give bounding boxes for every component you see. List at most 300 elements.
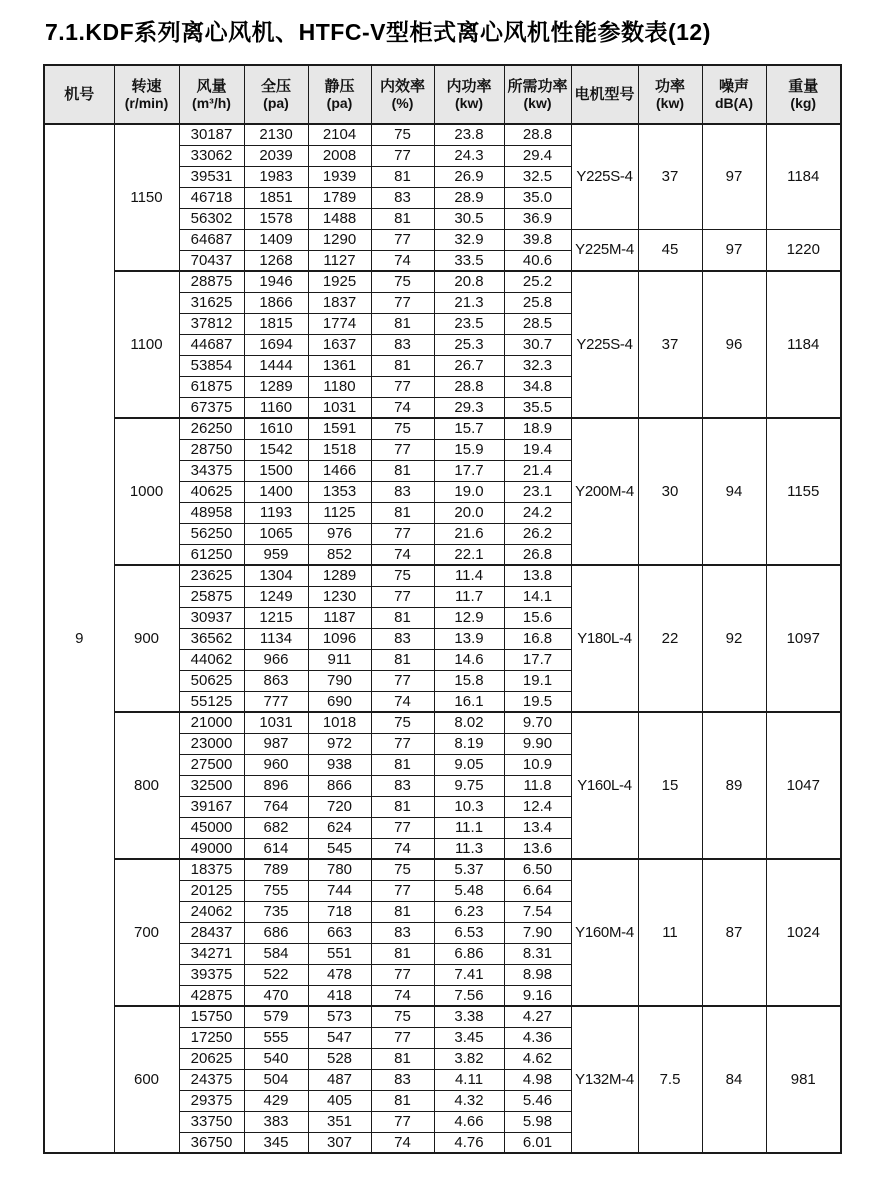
airflow-cell: 36562 — [179, 628, 244, 649]
internal-power-cell: 23.8 — [434, 124, 504, 145]
internal-power-cell: 8.19 — [434, 733, 504, 754]
total-pressure-cell: 555 — [244, 1027, 308, 1048]
static-pressure-cell: 690 — [308, 691, 371, 712]
airflow-cell: 42875 — [179, 985, 244, 1006]
internal-power-cell: 29.3 — [434, 397, 504, 418]
efficiency-cell: 77 — [371, 1111, 434, 1132]
total-pressure-cell: 1409 — [244, 229, 308, 250]
weight-cell: 1155 — [766, 418, 841, 565]
airflow-cell: 64687 — [179, 229, 244, 250]
airflow-cell: 20625 — [179, 1048, 244, 1069]
required-power-cell: 26.8 — [504, 544, 571, 565]
column-header-motor-model — [571, 65, 638, 124]
fan-performance-table — [43, 64, 842, 1154]
static-pressure-cell: 1353 — [308, 481, 371, 502]
efficiency-cell: 75 — [371, 859, 434, 880]
total-pressure-cell: 1031 — [244, 712, 308, 733]
column-label: 所需功率 — [507, 77, 568, 95]
required-power-cell: 25.8 — [504, 292, 571, 313]
airflow-cell: 17250 — [179, 1027, 244, 1048]
required-power-cell: 4.62 — [504, 1048, 571, 1069]
column-label: 风量 — [196, 77, 227, 95]
total-pressure-cell: 383 — [244, 1111, 308, 1132]
required-power-cell: 9.90 — [504, 733, 571, 754]
internal-power-cell: 4.76 — [434, 1132, 504, 1153]
noise-cell: 92 — [702, 565, 766, 712]
airflow-cell: 56250 — [179, 523, 244, 544]
static-pressure-cell: 1774 — [308, 313, 371, 334]
airflow-cell: 55125 — [179, 691, 244, 712]
static-pressure-cell: 528 — [308, 1048, 371, 1069]
column-header-motor-power — [638, 65, 702, 124]
required-power-cell: 13.4 — [504, 817, 571, 838]
noise-cell: 89 — [702, 712, 766, 859]
total-pressure-cell: 1610 — [244, 418, 308, 439]
static-pressure-cell: 487 — [308, 1069, 371, 1090]
static-pressure-cell: 866 — [308, 775, 371, 796]
efficiency-cell: 75 — [371, 565, 434, 586]
required-power-cell: 29.4 — [504, 145, 571, 166]
internal-power-cell: 11.7 — [434, 586, 504, 607]
required-power-cell: 26.2 — [504, 523, 571, 544]
required-power-cell: 10.9 — [504, 754, 571, 775]
airflow-cell: 27500 — [179, 754, 244, 775]
static-pressure-cell: 1290 — [308, 229, 371, 250]
internal-power-cell: 4.11 — [434, 1069, 504, 1090]
motor-model-cell: Y200M-4 — [571, 418, 638, 565]
weight-cell: 1184 — [766, 124, 841, 229]
static-pressure-cell: 718 — [308, 901, 371, 922]
column-header-total-pressure — [244, 65, 308, 124]
table-body — [44, 124, 841, 1153]
total-pressure-cell: 682 — [244, 817, 308, 838]
required-power-cell: 32.3 — [504, 355, 571, 376]
internal-power-cell: 28.9 — [434, 187, 504, 208]
airflow-cell: 36750 — [179, 1132, 244, 1153]
internal-power-cell: 22.1 — [434, 544, 504, 565]
static-pressure-cell: 790 — [308, 670, 371, 691]
efficiency-cell: 77 — [371, 523, 434, 544]
required-power-cell: 36.9 — [504, 208, 571, 229]
total-pressure-cell: 959 — [244, 544, 308, 565]
internal-power-cell: 3.38 — [434, 1006, 504, 1027]
column-header-required-power — [504, 65, 571, 124]
internal-power-cell: 6.53 — [434, 922, 504, 943]
column-label: 内功率 — [446, 77, 492, 95]
internal-power-cell: 6.86 — [434, 943, 504, 964]
total-pressure-cell: 579 — [244, 1006, 308, 1027]
efficiency-cell: 74 — [371, 250, 434, 271]
airflow-cell: 34271 — [179, 943, 244, 964]
efficiency-cell: 77 — [371, 670, 434, 691]
internal-power-cell: 21.6 — [434, 523, 504, 544]
internal-power-cell: 5.37 — [434, 859, 504, 880]
internal-power-cell: 4.66 — [434, 1111, 504, 1132]
total-pressure-cell: 987 — [244, 733, 308, 754]
efficiency-cell: 77 — [371, 964, 434, 985]
static-pressure-cell: 1591 — [308, 418, 371, 439]
internal-power-cell: 32.9 — [434, 229, 504, 250]
rpm-cell: 900 — [114, 565, 179, 712]
internal-power-cell: 26.7 — [434, 355, 504, 376]
total-pressure-cell: 1160 — [244, 397, 308, 418]
airflow-cell: 18375 — [179, 859, 244, 880]
airflow-cell: 31625 — [179, 292, 244, 313]
required-power-cell: 18.9 — [504, 418, 571, 439]
total-pressure-cell: 1542 — [244, 439, 308, 460]
column-unit: dB(A) — [714, 95, 754, 112]
total-pressure-cell: 896 — [244, 775, 308, 796]
column-unit: (%) — [391, 95, 414, 112]
header-row — [44, 65, 841, 124]
column-unit: (kw) — [656, 95, 684, 112]
static-pressure-cell: 545 — [308, 838, 371, 859]
static-pressure-cell: 744 — [308, 880, 371, 901]
column-label: 转速 — [131, 77, 162, 95]
noise-cell: 87 — [702, 859, 766, 1006]
airflow-cell: 53854 — [179, 355, 244, 376]
efficiency-cell: 83 — [371, 187, 434, 208]
weight-cell: 1024 — [766, 859, 841, 1006]
static-pressure-cell: 1180 — [308, 376, 371, 397]
internal-power-cell: 25.3 — [434, 334, 504, 355]
internal-power-cell: 8.02 — [434, 712, 504, 733]
static-pressure-cell: 1018 — [308, 712, 371, 733]
static-pressure-cell: 478 — [308, 964, 371, 985]
table-row — [44, 859, 841, 880]
static-pressure-cell: 551 — [308, 943, 371, 964]
total-pressure-cell: 789 — [244, 859, 308, 880]
efficiency-cell: 77 — [371, 229, 434, 250]
column-header-noise — [702, 65, 766, 124]
internal-power-cell: 24.3 — [434, 145, 504, 166]
motor-model-cell: Y225S-4 — [571, 124, 638, 229]
weight-cell: 1220 — [766, 229, 841, 271]
weight-cell: 981 — [766, 1006, 841, 1153]
airflow-cell: 21000 — [179, 712, 244, 733]
motor-power-cell: 11 — [638, 859, 702, 1006]
noise-cell: 96 — [702, 271, 766, 418]
internal-power-cell: 15.8 — [434, 670, 504, 691]
total-pressure-cell: 345 — [244, 1132, 308, 1153]
required-power-cell: 7.54 — [504, 901, 571, 922]
total-pressure-cell: 1400 — [244, 481, 308, 502]
efficiency-cell: 74 — [371, 838, 434, 859]
efficiency-cell: 81 — [371, 313, 434, 334]
airflow-cell: 34375 — [179, 460, 244, 481]
internal-power-cell: 21.3 — [434, 292, 504, 313]
efficiency-cell: 74 — [371, 691, 434, 712]
efficiency-cell: 77 — [371, 817, 434, 838]
airflow-cell: 67375 — [179, 397, 244, 418]
motor-model-cell: Y132M-4 — [571, 1006, 638, 1153]
internal-power-cell: 33.5 — [434, 250, 504, 271]
efficiency-cell: 81 — [371, 754, 434, 775]
column-header-machine-no — [44, 65, 114, 124]
internal-power-cell: 15.9 — [434, 439, 504, 460]
airflow-cell: 61250 — [179, 544, 244, 565]
total-pressure-cell: 504 — [244, 1069, 308, 1090]
static-pressure-cell: 2008 — [308, 145, 371, 166]
total-pressure-cell: 614 — [244, 838, 308, 859]
airflow-cell: 33062 — [179, 145, 244, 166]
motor-model-cell: Y225S-4 — [571, 271, 638, 418]
total-pressure-cell: 2039 — [244, 145, 308, 166]
static-pressure-cell: 938 — [308, 754, 371, 775]
total-pressure-cell: 960 — [244, 754, 308, 775]
airflow-cell: 23000 — [179, 733, 244, 754]
column-header-airflow — [179, 65, 244, 124]
total-pressure-cell: 1268 — [244, 250, 308, 271]
weight-cell: 1097 — [766, 565, 841, 712]
internal-power-cell: 7.41 — [434, 964, 504, 985]
airflow-cell: 24062 — [179, 901, 244, 922]
airflow-cell: 48958 — [179, 502, 244, 523]
efficiency-cell: 75 — [371, 124, 434, 145]
efficiency-cell: 81 — [371, 901, 434, 922]
internal-power-cell: 11.4 — [434, 565, 504, 586]
airflow-cell: 70437 — [179, 250, 244, 271]
required-power-cell: 4.27 — [504, 1006, 571, 1027]
static-pressure-cell: 911 — [308, 649, 371, 670]
static-pressure-cell: 1096 — [308, 628, 371, 649]
weight-cell: 1184 — [766, 271, 841, 418]
static-pressure-cell: 573 — [308, 1006, 371, 1027]
static-pressure-cell: 1939 — [308, 166, 371, 187]
airflow-cell: 20125 — [179, 880, 244, 901]
static-pressure-cell: 663 — [308, 922, 371, 943]
static-pressure-cell: 405 — [308, 1090, 371, 1111]
rpm-cell: 1100 — [114, 271, 179, 418]
internal-power-cell: 15.7 — [434, 418, 504, 439]
motor-power-cell: 45 — [638, 229, 702, 271]
internal-power-cell: 11.3 — [434, 838, 504, 859]
required-power-cell: 35.0 — [504, 187, 571, 208]
total-pressure-cell: 1815 — [244, 313, 308, 334]
column-unit: (r/min) — [124, 95, 169, 112]
required-power-cell: 5.46 — [504, 1090, 571, 1111]
required-power-cell: 13.6 — [504, 838, 571, 859]
total-pressure-cell: 966 — [244, 649, 308, 670]
airflow-cell: 30937 — [179, 607, 244, 628]
internal-power-cell: 12.9 — [434, 607, 504, 628]
airflow-cell: 56302 — [179, 208, 244, 229]
efficiency-cell: 81 — [371, 502, 434, 523]
static-pressure-cell: 624 — [308, 817, 371, 838]
rpm-cell: 1150 — [114, 124, 179, 271]
total-pressure-cell: 1065 — [244, 523, 308, 544]
efficiency-cell: 83 — [371, 334, 434, 355]
column-label: 噪声 — [718, 77, 749, 95]
airflow-cell: 39375 — [179, 964, 244, 985]
efficiency-cell: 81 — [371, 355, 434, 376]
static-pressure-cell: 1230 — [308, 586, 371, 607]
efficiency-cell: 83 — [371, 775, 434, 796]
required-power-cell: 4.98 — [504, 1069, 571, 1090]
page-title: 7.1.KDF系列离心风机、HTFC-V型柜式离心风机性能参数表(12) — [45, 19, 711, 45]
column-header-static-pressure — [308, 65, 371, 124]
internal-power-cell: 10.3 — [434, 796, 504, 817]
column-unit: (m³/h) — [192, 95, 231, 112]
efficiency-cell: 77 — [371, 439, 434, 460]
internal-power-cell: 14.6 — [434, 649, 504, 670]
efficiency-cell: 81 — [371, 649, 434, 670]
efficiency-cell: 75 — [371, 418, 434, 439]
airflow-cell: 24375 — [179, 1069, 244, 1090]
required-power-cell: 6.50 — [504, 859, 571, 880]
total-pressure-cell: 429 — [244, 1090, 308, 1111]
internal-power-cell: 4.32 — [434, 1090, 504, 1111]
table-row — [44, 124, 841, 145]
total-pressure-cell: 755 — [244, 880, 308, 901]
total-pressure-cell: 1946 — [244, 271, 308, 292]
total-pressure-cell: 1983 — [244, 166, 308, 187]
static-pressure-cell: 1125 — [308, 502, 371, 523]
total-pressure-cell: 1694 — [244, 334, 308, 355]
column-unit: (kw) — [523, 95, 552, 112]
efficiency-cell: 77 — [371, 880, 434, 901]
total-pressure-cell: 1215 — [244, 607, 308, 628]
column-header-rpm — [114, 65, 179, 124]
total-pressure-cell: 1304 — [244, 565, 308, 586]
motor-power-cell: 30 — [638, 418, 702, 565]
required-power-cell: 17.7 — [504, 649, 571, 670]
column-label: 功率 — [654, 77, 685, 95]
motor-model-cell: Y225M-4 — [571, 229, 638, 271]
efficiency-cell: 74 — [371, 397, 434, 418]
total-pressure-cell: 1134 — [244, 628, 308, 649]
column-header-efficiency — [371, 65, 434, 124]
efficiency-cell: 77 — [371, 586, 434, 607]
airflow-cell: 29375 — [179, 1090, 244, 1111]
internal-power-cell: 26.9 — [434, 166, 504, 187]
required-power-cell: 34.8 — [504, 376, 571, 397]
airflow-cell: 25875 — [179, 586, 244, 607]
required-power-cell: 13.8 — [504, 565, 571, 586]
column-header-internal-power — [434, 65, 504, 124]
efficiency-cell: 81 — [371, 943, 434, 964]
efficiency-cell: 83 — [371, 922, 434, 943]
airflow-cell: 61875 — [179, 376, 244, 397]
internal-power-cell: 7.56 — [434, 985, 504, 1006]
required-power-cell: 9.70 — [504, 712, 571, 733]
total-pressure-cell: 1249 — [244, 586, 308, 607]
airflow-cell: 39531 — [179, 166, 244, 187]
required-power-cell: 4.36 — [504, 1027, 571, 1048]
column-label: 电机型号 — [574, 85, 635, 103]
table-row — [44, 712, 841, 733]
static-pressure-cell: 780 — [308, 859, 371, 880]
required-power-cell: 40.6 — [504, 250, 571, 271]
required-power-cell: 8.31 — [504, 943, 571, 964]
column-label: 机号 — [64, 85, 95, 103]
efficiency-cell: 81 — [371, 796, 434, 817]
static-pressure-cell: 1925 — [308, 271, 371, 292]
required-power-cell: 19.4 — [504, 439, 571, 460]
efficiency-cell: 75 — [371, 1006, 434, 1027]
static-pressure-cell: 547 — [308, 1027, 371, 1048]
airflow-cell: 28750 — [179, 439, 244, 460]
total-pressure-cell: 584 — [244, 943, 308, 964]
airflow-cell: 46718 — [179, 187, 244, 208]
airflow-cell: 28437 — [179, 922, 244, 943]
static-pressure-cell: 1837 — [308, 292, 371, 313]
efficiency-cell: 83 — [371, 628, 434, 649]
airflow-cell: 30187 — [179, 124, 244, 145]
required-power-cell: 39.8 — [504, 229, 571, 250]
static-pressure-cell: 852 — [308, 544, 371, 565]
static-pressure-cell: 351 — [308, 1111, 371, 1132]
total-pressure-cell: 470 — [244, 985, 308, 1006]
internal-power-cell: 16.1 — [434, 691, 504, 712]
efficiency-cell: 77 — [371, 292, 434, 313]
static-pressure-cell: 2104 — [308, 124, 371, 145]
table-row — [44, 1006, 841, 1027]
required-power-cell: 9.16 — [504, 985, 571, 1006]
rpm-cell: 1000 — [114, 418, 179, 565]
static-pressure-cell: 1187 — [308, 607, 371, 628]
internal-power-cell: 23.5 — [434, 313, 504, 334]
internal-power-cell: 5.48 — [434, 880, 504, 901]
efficiency-cell: 74 — [371, 544, 434, 565]
motor-model-cell: Y180L-4 — [571, 565, 638, 712]
efficiency-cell: 81 — [371, 208, 434, 229]
motor-power-cell: 7.5 — [638, 1006, 702, 1153]
internal-power-cell: 9.05 — [434, 754, 504, 775]
efficiency-cell: 81 — [371, 166, 434, 187]
table-header — [44, 65, 841, 124]
static-pressure-cell: 976 — [308, 523, 371, 544]
airflow-cell: 45000 — [179, 817, 244, 838]
internal-power-cell: 13.9 — [434, 628, 504, 649]
efficiency-cell: 75 — [371, 271, 434, 292]
required-power-cell: 15.6 — [504, 607, 571, 628]
internal-power-cell: 20.0 — [434, 502, 504, 523]
weight-cell: 1047 — [766, 712, 841, 859]
required-power-cell: 23.1 — [504, 481, 571, 502]
rpm-cell: 800 — [114, 712, 179, 859]
total-pressure-cell: 777 — [244, 691, 308, 712]
column-label: 全压 — [260, 77, 291, 95]
column-unit: (kg) — [790, 95, 817, 112]
airflow-cell: 44062 — [179, 649, 244, 670]
total-pressure-cell: 1851 — [244, 187, 308, 208]
efficiency-cell: 81 — [371, 607, 434, 628]
airflow-cell: 49000 — [179, 838, 244, 859]
efficiency-cell: 77 — [371, 1027, 434, 1048]
required-power-cell: 21.4 — [504, 460, 571, 481]
airflow-cell: 15750 — [179, 1006, 244, 1027]
required-power-cell: 12.4 — [504, 796, 571, 817]
total-pressure-cell: 1500 — [244, 460, 308, 481]
static-pressure-cell: 1789 — [308, 187, 371, 208]
static-pressure-cell: 307 — [308, 1132, 371, 1153]
required-power-cell: 28.8 — [504, 124, 571, 145]
airflow-cell: 37812 — [179, 313, 244, 334]
motor-power-cell: 37 — [638, 124, 702, 229]
machine-no-cell: 9 — [44, 124, 114, 1153]
column-label: 静压 — [324, 77, 355, 95]
efficiency-cell: 83 — [371, 1069, 434, 1090]
rpm-cell: 700 — [114, 859, 179, 1006]
airflow-cell: 50625 — [179, 670, 244, 691]
required-power-cell: 30.7 — [504, 334, 571, 355]
column-label: 内效率 — [379, 77, 425, 95]
internal-power-cell: 9.75 — [434, 775, 504, 796]
efficiency-cell: 81 — [371, 1090, 434, 1111]
efficiency-cell: 75 — [371, 712, 434, 733]
required-power-cell: 24.2 — [504, 502, 571, 523]
